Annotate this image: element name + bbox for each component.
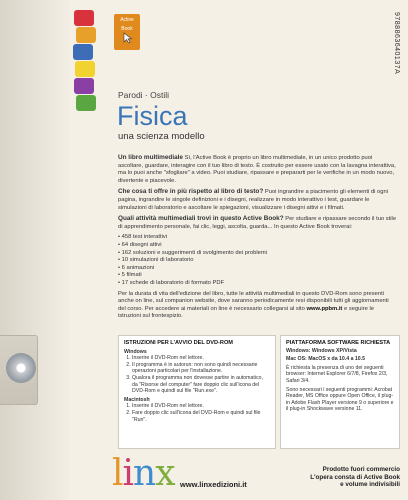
list-item: • 162 soluzioni e suggerimenti di svolgimento dei problemi [118,250,398,258]
closing-text: Per la durata di vita dell'edizione del libro, tutte le attività multimediali in questo DVD-Rom sono presenti anche on line, sul companion website, dove saranno periodicamente resi disponibili tutti gli aggiornamenti del corso. Per accedere ai materiali on line è necessario collegarsi al sito [118,290,389,312]
software-requirements-box [280,335,400,449]
install-heading: ISTRUZIONI PER L'AVVIO DEL DVD-ROM [124,340,233,346]
publisher-url[interactable]: www.linxedizioni.it [180,480,247,489]
windows-label: Windows [124,348,147,355]
list-item: • 64 disegni attivi [118,242,398,250]
list-item: 2. Fare doppio clic sull'icona del DVD-Rom e quindi sul file "Run". [132,410,270,423]
q1-heading: Che cosa ti offre in più rispetto al libro di testo? [118,188,264,196]
linx-logo: linx [112,453,175,494]
footer-note [300,466,400,489]
list-item: • 458 test interattivi [118,234,398,242]
program-requirement: Sono necessari i seguenti programmi: Acrobat Reader, MS Office oppure Open Office, il plug-in Adobe Flash Player versione 9 o superiore e il plug-in Shockwave versione 11. [286,386,394,413]
install-instructions-box [118,335,276,449]
windows-requirement: Windows: Windows XP/Vista [286,347,357,354]
mac-label: Macintosh [124,396,150,403]
die-purple [74,78,94,94]
list-item: • 17 schede di laboratorio di formato PDF [118,280,398,288]
footer-line2: L'opera consta di Active Book [310,473,400,481]
list-item: 1. Inserire il DVD-Rom nel lettore. [132,355,270,362]
mac-requirement: Mac OS: MacOS x da 10.4 a 10.5 [286,356,366,363]
dice-stack-illustration [72,10,100,125]
requirements-heading: PIATTAFORMA SOFTWARE RICHIESTA [286,340,391,346]
intro-heading: Un libro multimediale [118,154,183,161]
list-item: 2. Il programma è in autorun: non sono quindi necessarie operazioni particolari per l'installazione. [132,362,270,375]
book-subtitle: una scienza modello [118,131,205,142]
die-orange [76,27,96,43]
list-item: • 10 simulazioni di laboratorio [118,257,398,265]
companion-site-link[interactable]: www.ppbm.it [306,305,343,312]
dvd-disc [6,353,36,383]
die-yellow [75,61,95,77]
list-item: 1. Inserire il DVD-Rom nel lettore. [132,403,270,410]
list-item: • 5 filmati [118,272,398,280]
die-blue [73,44,93,60]
die-red [74,10,94,26]
activity-list [118,234,398,287]
closing-paragraph [118,291,398,321]
footer-line3: e volume indivisibili [340,481,400,489]
book-title: Fisica [117,101,188,131]
list-item: • 6 animazioni [118,265,398,273]
authors: Parodi · Ostili [118,90,170,100]
windows-steps [132,355,270,395]
cursor-arrow-icon [123,32,133,44]
active-book-icon [114,14,140,50]
description [118,154,398,324]
list-item: 3. Qualora il programma non dovesse partire in automatico, da "Risorse del computer" fare doppio clic sull'icona del DVD-Rom e quindi sul file "Run.exe". [132,375,270,395]
spine-strip [0,0,70,500]
q1-paragraph [118,188,398,212]
intro-text: Sì, l'Active Book è proprio un libro multimediale, in un unico prodotto puoi ascoltare, guardare, interagire con il tuo libro di testo. È costruito per essere usato con la lavagna interattiva, ma lo puoi anche "sfogliare" a video. Puoi studiare, ripassare e prepararti per le verifiche in un modo nuovo, divertente e piacevole. [118,155,396,184]
q2-text: Per studiare e ripassare secondo il tuo stile di apprendimento personale, fai clic, leggi, ascolta, guarda... In questo Active Book troverai: [118,216,397,230]
intro-paragraph [118,154,398,185]
icon-label-line1: Active [120,17,134,23]
closing-text-end: e seguire le istruzioni sul frontespizio. [118,305,374,320]
q2-heading: Quali attività multimediali trovi in questo Active Book? [118,215,284,223]
die-green [76,95,96,111]
mac-steps [132,403,270,423]
q2-paragraph [118,215,398,231]
icon-label-line2: Book [121,26,133,32]
isbn-code: 9788863640137A [393,12,400,75]
browser-requirement: È richiesta la presenza di uno dei seguenti browser: Internet Explorer 6/7/8, Firefox 2/3, Safari 3/4. [286,364,388,384]
footer-line1: Prodotto fuori commercio [322,466,400,473]
q1-text: Puoi ingrandire a piacimento gli elementi di ogni pagina, ingrandire le singole definizioni e i disegni, realizzare in modo interattivo i test, guardare le simulazioni di laboratorio e ascoltare le spiegazioni, visualizzare i disegni attivi e i filmati. [118,189,388,211]
